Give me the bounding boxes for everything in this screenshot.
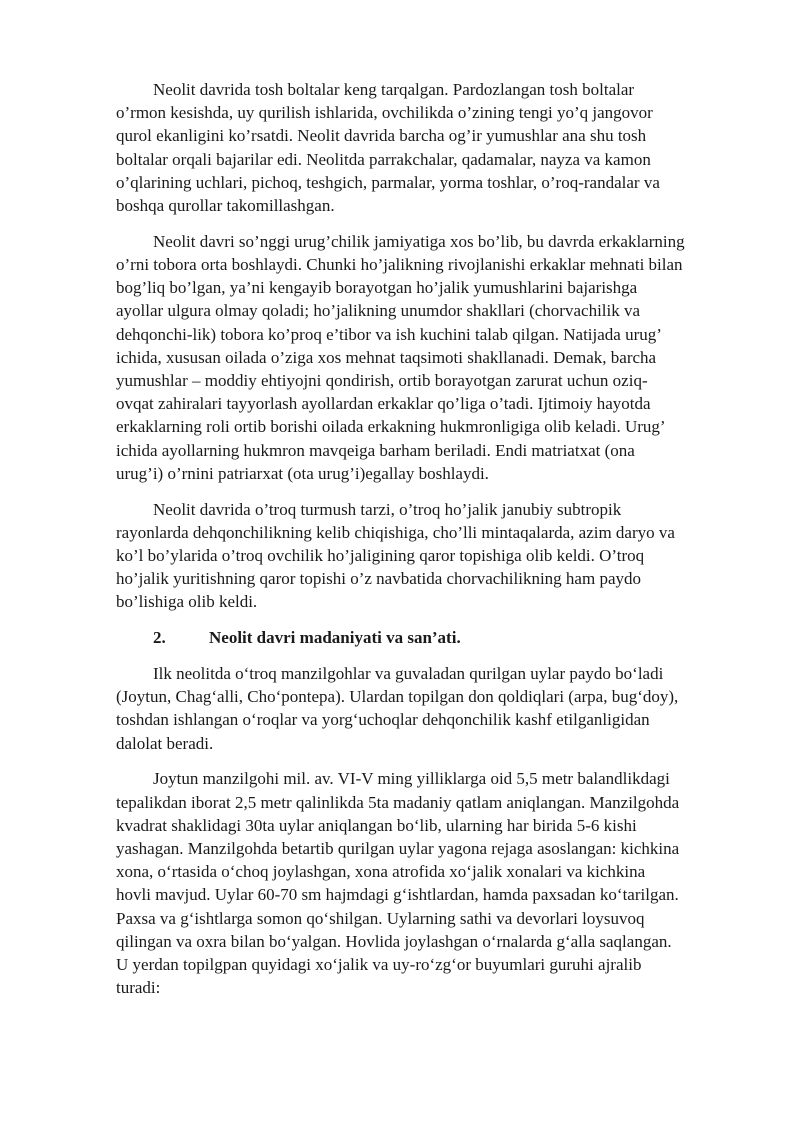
section-number: 2. <box>153 628 166 648</box>
section-heading <box>116 626 746 649</box>
paragraph-sedentary-life: Neolit davrida o’troq turmush tarzi, o’troq ho’jalik janubiy subtropik rayonlarda dehqonchilikning kelib chiqishiga, cho’lli mintaqalarda, azim daryo va ko’l bo’ylarida o’troq ovchilik ho’jaligining qaror topishiga olib keldi. O’troq ho’jalik yuritishning qaror topishi o’z navbatida chorvachilikning ham paydo bo’lishiga olib keldi. <box>116 499 675 612</box>
section-title: Neolit davri madaniyati va san’ati. <box>209 628 461 648</box>
paragraph-patriarchy: Neolit davri so’nggi urug’chilik jamiyatiga xos bo’lib, bu davrda erkaklarning o’rni tobora orta boshlaydi. Chunki ho’jalikning rivojlanishi erkaklar mehnati bilan bog’liq bo’lgan, ya’ni kengayib borayotgan ho’jalik yumushlarini bajarishga ayollar ulgura olmay qoladi; ho’jalikning unumdor shakllari (chorvachilik va dehqonchi-lik) tobora ko’proq e’tibor va ish kuchini talab qilgan. Natijada urug’ ichida, xususan oilada o’ziga xos mehnat taqsimoti shakllanadi. Demak, barcha yumushlar – moddiy ehtiyojni qondirish, ortib borayotgan zarurat uchun oziq- ovqat zahiralari tayyorlash ayollardan erkaklar qo’liga o’tadi. Ijtimoiy hayotda erkaklarning roli ortib borishi oilada erkakning hukmronligiga olib keladi. Urug’ ichida ayollarning hukmron mavqeiga barham beriladi. Endi matriatxat (ona urug’i) o’rnini patriarxat (ota urug’i)egallay boshlaydi. <box>116 231 685 483</box>
paragraph-joytun: Joytun manzilgohi mil. av. VI-V ming yilliklarga oid 5,5 metr balandlikdagi tepalikdan iborat 2,5 metr qalinlikda 5ta madaniy qatlam aniqlangan. Manzilgohda kvadrat shaklidagi 30ta uylar aniqlangan bo‘lib, ularning har birida 5-6 kishi yashagan. Manzilgohda betartib qurilgan uylar yagona rejaga asoslangan: kichkina xona, o‘rtasida o‘choq joylashgan, xona atrofida xo‘jalik xonalari va kichkina hovli mavjud. Uylar 60-70 sm hajmdagi g‘ishtlardan, hamda paxsadan ko‘tarilgan. Paxsa va g‘ishtlarga somon qo‘shilgan. Uylarning sathi va devorlari loysuvoq qilingan va oxra bilan bo‘yalgan. Hovlida joylashgan o‘rnalarda g‘alla saqlangan. U yerdan topilgpan quyidagi xo‘jalik va uy-ro‘zg‘or buyumlari guruhi ajralib turadi: <box>116 769 680 998</box>
document-page <box>116 78 746 1012</box>
paragraph-stone-axes: Neolit davrida tosh boltalar keng tarqalgan. Pardozlangan tosh boltalar o’rmon kesishda, uy qurilish ishlarida, ovchilikda o’zining tengi yo’q jangovor qurol ekanligini ko’rsatdi. Neolit davrida barcha og’ir yumushlar ana shu tosh boltalar orqali bajarilar edi. Neolitda parrakchalar, qadamalar, nayza va kamon o’qlarining uchlari, pichoq, teshgich, parmalar, yorma toshlar, o’roq-randalar va boshqa qurollar takomillashgan. <box>116 80 660 216</box>
paragraph-early-neolithic: Ilk neolitda o‘troq manzilgohlar va guvaladan qurilgan uylar paydo bo‘ladi (Joytun, Chag‘alli, Cho‘pontepa). Ulardan topilgan don qoldiqlari (arpa, bug‘doy), toshdan ishlangan o‘roqlar va yorg‘uchoqlar dehqonchilik kashf etilganligidan dalolat beradi. <box>116 664 679 753</box>
